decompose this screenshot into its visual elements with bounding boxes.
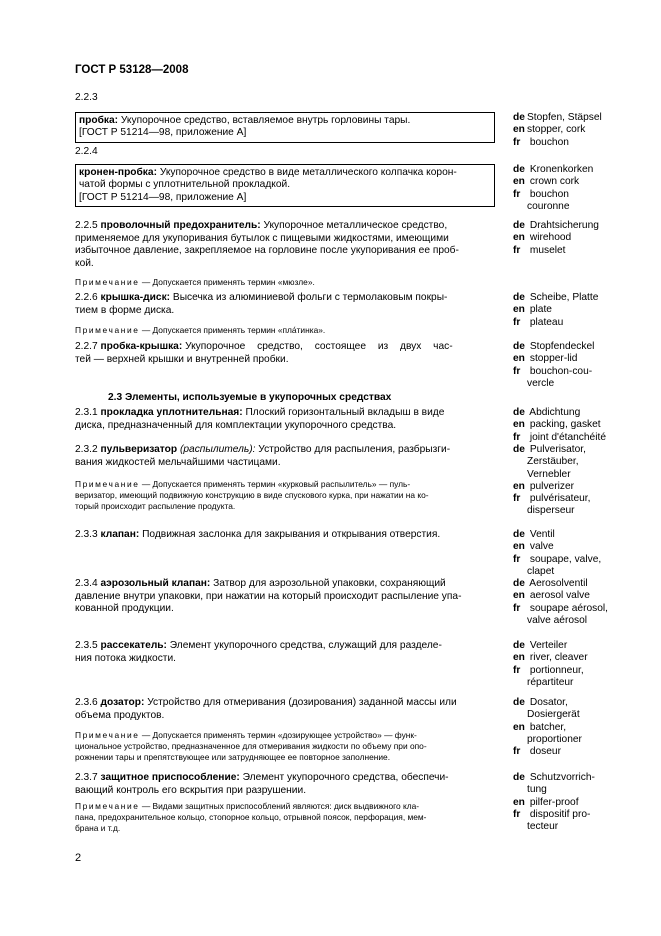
page-number: 2 [75, 852, 82, 864]
translations-2-3-2: de Pulverisator, Zerstäuber, Vernebler en pulverizer fr pulvérisateur, disperseur [513, 444, 591, 517]
translations-2-3-4: de Aerosolventil en aerosol valve fr soupape aérosol, valve aérosol [513, 578, 609, 626]
term-entry-2-2-7: 2.2.7 пробка-крышка: Укупорочное средство, состоящее из двух час- тей — верхней крышки и внутренней пробки. [75, 341, 453, 365]
section-title: 2.3 Элементы, используемые в укупорочных средствах [108, 392, 392, 403]
term-name: проволочный предохранитель: [100, 220, 261, 231]
term-definition: чатой формы с уплотнительной прокладкой. [79, 179, 291, 191]
entry-number: 2.2.4 [75, 146, 98, 157]
term-entry-2-3-1: 2.3.1 прокладка уплотнительная: Плоский горизонтальный вкладыш в виде диска, предназначенный для комплектации укупорочного средства. [75, 407, 445, 431]
term-note: Примечание — Допускается применять термин «дозирующее устройство» — функ- циональное устройство, предназначенное для отмеривания жидкости по объему при опо- рожнении тары и препятствующее или затрудняющее ее повторное заполнение. [75, 730, 427, 763]
translations-2-2-5: de Drahtsicherung en wirehood fr muselet [513, 220, 599, 256]
term-name: рассекатель: [100, 640, 167, 651]
translation-de: Kronenkorken [529, 164, 594, 175]
translation-en: crown cork [529, 176, 580, 188]
entry-number: 2.2.3 [75, 92, 98, 103]
term-name: прокладка уплотнительная: [100, 407, 243, 418]
term-box [75, 112, 495, 143]
term-name: аэрозольный клапан: [100, 578, 211, 589]
translations-2-2-3: de Stopfen, Stäpsel en stopper, cork fr bouchon [513, 112, 602, 148]
translation-fr: bouchon [529, 188, 569, 200]
term-entry-2-3-3: 2.3.3 клапан: Подвижная заслонка для закрывания и открывания отверстия. [75, 529, 441, 540]
translations-2-3-3: de Ventil en valve fr soupape, valve, clapet [513, 529, 602, 577]
term-note: Примечание — Допускается применять термин «курковый распылитель» — пуль- веризатор, имеющий подвижную конструкцию в виде спускового курка, при нажатии на ко- торый происходит распыление продукта. [75, 479, 429, 512]
translations-2-3-5: de Verteiler en river, cleaver fr portionneur, répartiteur [513, 640, 588, 688]
translations-2-2-4: de Kronenkorken en crown cork fr bouchon couronne [513, 164, 653, 213]
term-name: клапан: [100, 529, 140, 540]
translation-de: Stopfen, Stäpsel [527, 112, 602, 123]
term-definition: кой. [75, 257, 94, 269]
term-name: пробка-крышка: [100, 341, 183, 352]
term-entry-2-2-4 [75, 146, 495, 207]
term-reference: [ГОСТ Р 51214—98, приложение А] [79, 127, 247, 139]
term-entry-2-2-6: 2.2.6 крышка-диск: Высечка из алюминиевой фольги с термолаковым покры- тием в форме диска. Примечание — Допускается применять термин «пла́тинка». [75, 292, 495, 336]
document-header: ГОСТ Р 53128—2008 [75, 64, 189, 76]
term-definition: Укупорочное средство, вставляемое внутрь горловины тары. [120, 114, 411, 126]
term-name: дозатор: [100, 697, 145, 708]
term-name: крышка-диск: [100, 292, 171, 303]
term-name: пробка: [79, 114, 119, 126]
translations-2-2-6: de Scheibe, Platte en plate fr plateau [513, 292, 599, 328]
term-entry-2-2-5 [75, 220, 495, 288]
translations-2-3-6: de Dosator, Dosiergerät en batcher, proportioner fr doseur [513, 697, 582, 758]
term-entry-2-2-3 [75, 92, 495, 143]
term-name: защитное приспособление: [100, 772, 240, 783]
translation-fr: bouchon [529, 136, 569, 148]
term-note: Примечание — Видами защитных приспособлений являются: диск выдвижного кла- пана, предохранительное кольцо, стопорное кольцо, отрывной поясок, перфорация, мем- брана и т.д. [75, 801, 427, 834]
term-reference: [ГОСТ Р 51214—98, приложение А] [79, 191, 247, 203]
translations-2-3-7: de Schutzvorrich- tung en pilfer-proof fr dispositif pro- tecteur [513, 772, 595, 833]
translation-fr: couronne [527, 200, 570, 212]
term-entry-2-3-5: 2.3.5 рассекатель: Элемент укупорочного средства, служащий для разделе- ния потока жидкости. [75, 640, 442, 664]
term-synonym: (распылитель): [179, 444, 256, 455]
term-entry-2-3-4: 2.3.4 аэрозольный клапан: Затвор для аэрозольной упаковки, сохраняющий давление внутри упаковки, при нажатии на который происходит распыление упа- кованной продукции. [75, 578, 462, 615]
term-definition: Укупорочное металлическое средство, [263, 220, 448, 231]
term-box [75, 164, 495, 208]
translations-2-3-1: de Abdichtung en packing, gasket fr joint d'étanchéité [513, 407, 606, 443]
term-note: Примечание — Допускается применять термин «пла́тинка». [75, 325, 326, 336]
translations-2-2-7: de Stopfendeckel en stopper-lid fr bouchon-cou- vercle [513, 341, 595, 389]
term-name: пульверизатор [100, 444, 178, 455]
term-note: Примечание — Допускается применять термин «мюзле». [75, 277, 315, 288]
term-entry-2-3-7: 2.3.7 защитное приспособление: Элемент укупорочного средства, обеспечи- вающий контроль его вскрытия при разрушении. Примечание — Видами защитных приспособлений являются: диск выдвижного кла- пана, предохранительное кольцо, стопорное кольцо, отрывной поясок, перфорация, мем- брана и т.д. [75, 772, 495, 834]
entry-number: 2.2.5 [75, 220, 98, 231]
translation-en: stopper, cork [527, 124, 586, 136]
term-name: кронен-пробка: [79, 166, 157, 178]
term-definition: избыточное давление, закрепляемое на горловине после укупоривания ее проб- [75, 245, 459, 257]
term-entry-2-3-6: 2.3.6 дозатор: Устройство для отмеривания (дозирования) заданной массы или объема продуктов. Примечание — Допускается применять термин «дозирующее устройство» — функ- циональное устройство, предназначенное для отмеривания жидкости по объему при опо- рожнении тары и препятствующее или затрудняющее ее повторное заполнение. [75, 697, 495, 763]
term-definition: Укупорочное средство в виде металлического колпачка корон- [159, 166, 457, 178]
term-entry-2-3-2: 2.3.2 пульверизатор (распылитель): Устройство для распыления, разбрызги- вания жидкостей мельчайшими частицами. Примечание — Допускается применять термин «курковый распылитель» — пуль- веризатор, имеющий подвижную конструкцию в виде спускового курка, при нажатии на ко- торый происходит распыление продукта. [75, 444, 495, 512]
term-definition: применяемое для укупоривания бутылок с пищевыми жидкостями, имеющими [75, 232, 449, 244]
